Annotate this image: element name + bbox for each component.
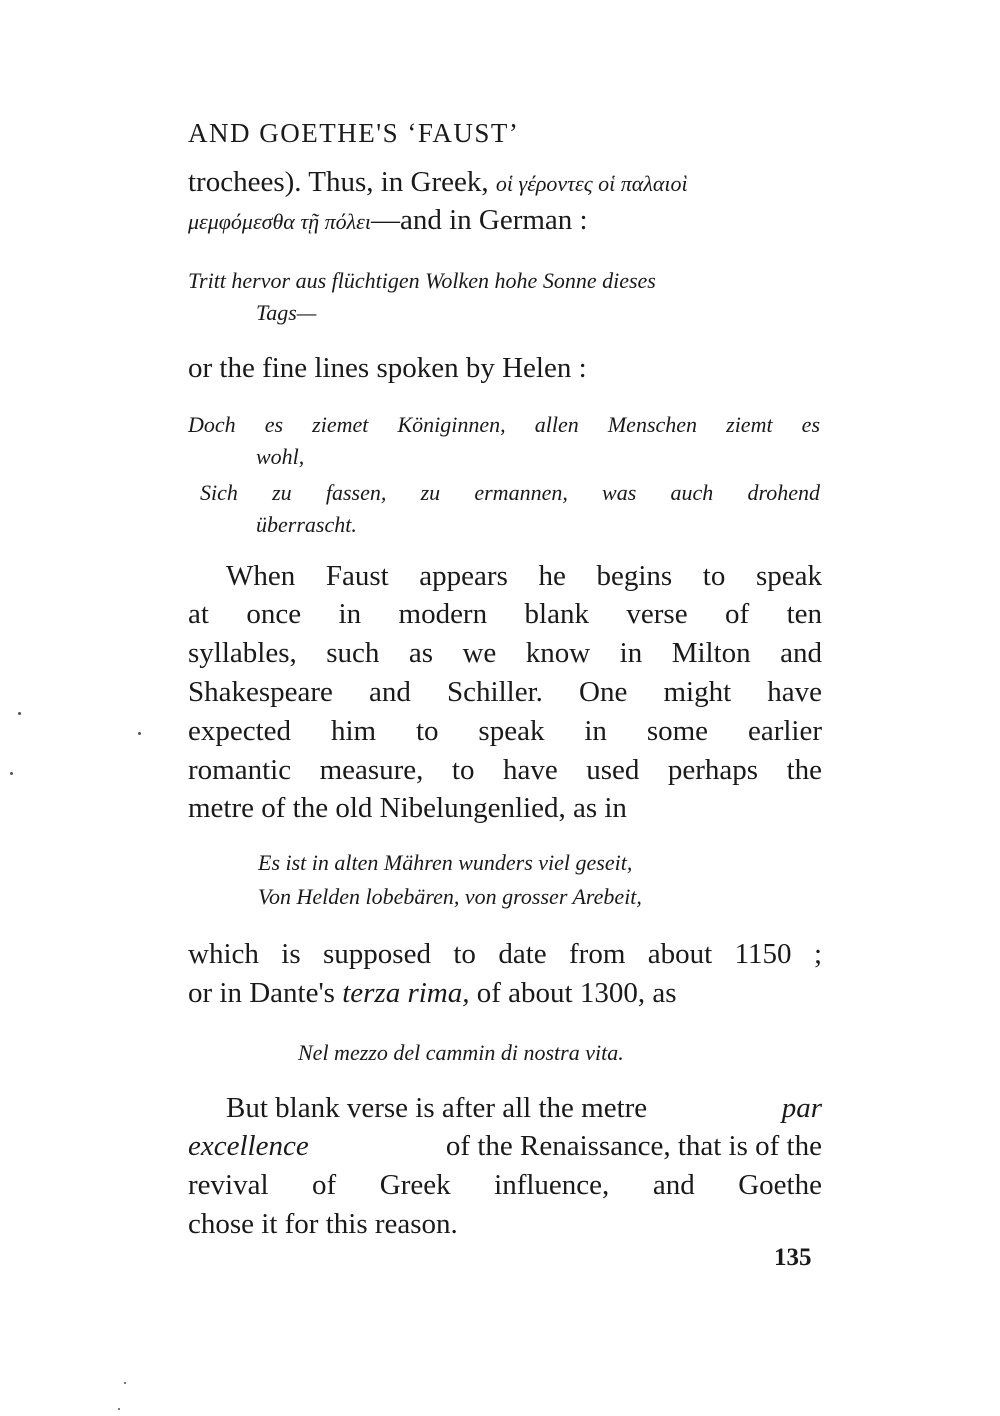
paragraph-text: But blank verse is after all the metre — [226, 1092, 648, 1124]
italic-term: excellence — [188, 1130, 309, 1162]
intro-line-1 — [188, 166, 688, 199]
paragraph-text: or in Dante's — [188, 977, 335, 1009]
paragraph-line: expected him to speak in some earlier — [188, 715, 822, 747]
paragraph-text: of the Renaissance, that is of the — [445, 1130, 822, 1162]
verse-line: Doch es ziemet Königinnen, allen Menschen ziemt es — [188, 412, 820, 437]
paragraph-line: When Faust appears he begins to speak — [226, 560, 822, 592]
scan-speck — [118, 1408, 120, 1410]
paragraph-line — [188, 1130, 822, 1163]
italic-term: par — [781, 1092, 822, 1124]
italic-term: terza rima, — [342, 977, 470, 1009]
paragraph-line: which is supposed to date from about 1150 ; — [188, 938, 822, 970]
greek-quote: οἱ γέροντες οἱ παλαιοὶ — [495, 171, 688, 196]
scan-speck — [10, 772, 13, 775]
paragraph-line: metre of the old Nibelungenlied, as in — [188, 792, 627, 824]
paragraph-line: revival of Greek influence, and Goethe — [188, 1169, 822, 1201]
paragraph-text: of about 1300, as — [476, 977, 677, 1009]
page-number: 135 — [774, 1244, 812, 1271]
intro-line-2 — [188, 204, 588, 237]
paragraph-line: syllables, such as we know in Milton and — [188, 637, 822, 669]
verse-line: wohl, — [256, 444, 305, 469]
scan-speck — [138, 732, 141, 735]
scan-speck — [124, 1382, 126, 1384]
intro-text: trochees). Thus, in Greek, — [188, 166, 489, 198]
paragraph-line: romantic measure, to have used perhaps the — [188, 754, 822, 786]
paragraph-line: Shakespeare and Schiller. One might have — [188, 676, 822, 708]
verse-line: Es ist in alten Mähren wunders viel geseit, — [258, 850, 633, 875]
paragraph-line — [188, 977, 677, 1010]
prose-line: or the fine lines spoken by Helen : — [188, 352, 587, 384]
verse-line: Tritt hervor aus flüchtigen Wolken hohe Sonne dieses — [188, 268, 656, 293]
scan-speck — [18, 712, 21, 715]
running-head: AND GOETHE'S ‘FAUST’ — [188, 118, 520, 148]
paragraph-line — [226, 1092, 822, 1125]
verse-line: Nel mezzo del cammin di nostra vita. — [298, 1040, 624, 1065]
intro-text: —and in German : — [370, 204, 588, 236]
greek-quote: μεμφόμεσθα τῇ πόλει — [188, 209, 371, 234]
verse-line: Sich zu fassen, zu ermannen, was auch drohend — [200, 480, 820, 505]
verse-line: Tags— — [256, 300, 317, 325]
paragraph-line: at once in modern blank verse of ten — [188, 598, 822, 630]
verse-line: überrascht. — [256, 512, 357, 537]
paragraph-line: chose it for this reason. — [188, 1208, 458, 1240]
verse-line: Von Helden lobebären, von grosser Arebeit, — [258, 884, 642, 909]
